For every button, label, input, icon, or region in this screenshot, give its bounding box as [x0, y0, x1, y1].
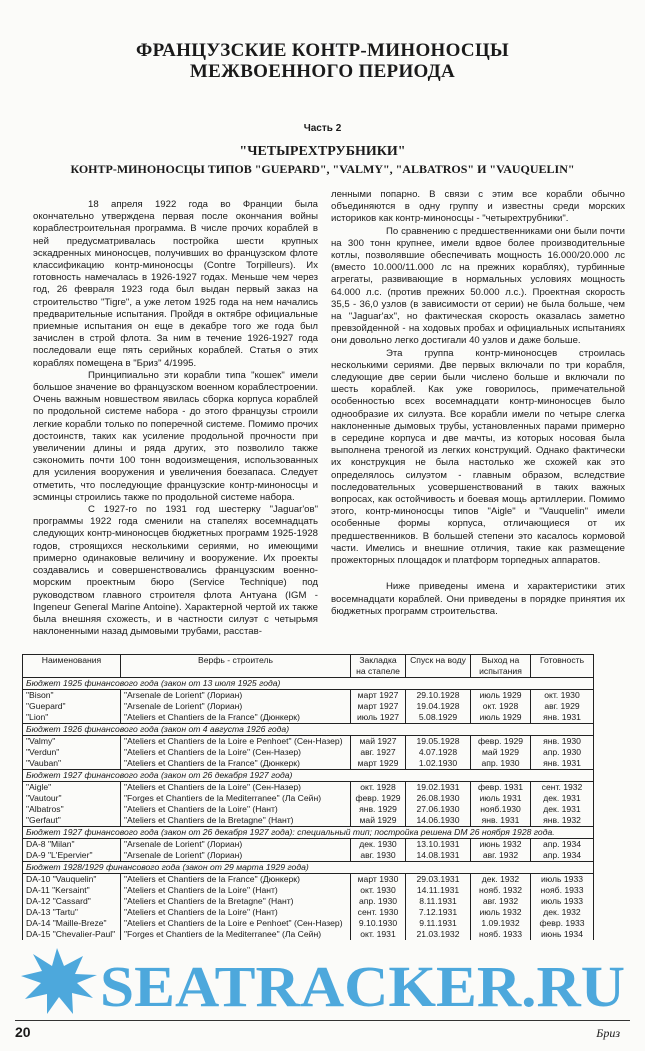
seatracker-watermark [15, 946, 630, 1016]
completed: июль 1933 [531, 874, 594, 886]
launched: 9.11.1931 [406, 918, 471, 929]
table-body [23, 678, 594, 941]
header-trials: Выход на испытания [471, 655, 531, 678]
laid-down: окт. 1930 [351, 885, 406, 896]
article-title [15, 40, 630, 82]
launched: 29.03.1931 [406, 874, 471, 886]
trials: нояб. 1932 [471, 885, 531, 896]
completed: нояб. 1933 [531, 885, 594, 896]
trials: май 1929 [471, 747, 531, 758]
paragraph: Принципиально эти корабли типа "кошек" имели большое значение во французском военном кораблестроении. Очень важным новшеством явилась сборка корпуса кораблей по продольной системе набора - до этого французы строили легкие корабли только по поперечной системе. Помимо прочих достоинств, таких как усиление продольной прочности при увеличении длины и ряда других, это позволило также сэкономить почти 100 тонн водоизмещения, использованных для усиления вооружения и увеличения боезапаса. Следует отметить, что последующие французские контр-миноносцы и эсминцы строились также по продольной системе набора. [33, 369, 318, 503]
table-row [23, 782, 594, 794]
paragraph: 18 апреля 1922 года во Франции была окончательно утверждена первая после окончания войны кораблестроительная программа. В числе прочих кораблей в ней предусматривалась постройка шести крупных эскадренных миноносцев, получивших во французском флоте классификацию контр-миноносцы (Contre Torpilleurs). Их готовность намечалась в 1926-1927 годах. Меньше чем через год, 26 февраля 1923 года был выдан первый заказ на строительство "Tigre", а уже летом 1925 года на нем начались предварительные испытания. Пройдя в октябре официальные приемные испытания он еще в декабре того же года был зачислен в строй флота. За ним в течение 1926-1927 года последовали еще пять серийных кораблей. Статья о этих кораблях помещена в "Бриз" 4/1995. [33, 199, 318, 369]
page-number: 20 [15, 1024, 31, 1041]
header-name: Наименования [23, 655, 121, 678]
ship-name: "Valmy" [23, 736, 121, 748]
laid-down: 9.10.1930 [351, 918, 406, 929]
laid-down: авг. 1927 [351, 747, 406, 758]
budget-group-row [23, 827, 594, 839]
shipyard: "Ateliers et Chantiers de la France" (Дюнкерк) [121, 874, 351, 886]
trials: авг. 1932 [471, 896, 531, 907]
budget-group-row [23, 678, 594, 690]
ship-name: "Gerfaut" [23, 815, 121, 827]
budget-group-title: Бюджет 1925 финансового года (закон от 13 июля 1925 года) [23, 678, 594, 690]
completed: янв. 1930 [531, 736, 594, 748]
table-row [23, 815, 594, 827]
laid-down: март 1929 [351, 758, 406, 770]
laid-down: окт. 1928 [351, 782, 406, 794]
trials: нояб.1930 [471, 804, 531, 815]
table-row [23, 896, 594, 907]
budget-group-title: Бюджет 1927 финансового года (закон от 26 декабря 1927 года) [23, 770, 594, 782]
launched: 19.02.1931 [406, 782, 471, 794]
completed: апр. 1934 [531, 839, 594, 851]
ship-name: DA-15 "Chevalier-Paul" [23, 929, 121, 940]
shipyard: "Ateliers et Chantiers de la Loire e Penhoet" (Сен-Назер) [121, 918, 351, 929]
trials: авг. 1932 [471, 850, 531, 862]
shipyard: "Ateliers et Chantiers de la France" (Дюнкерк) [121, 758, 351, 770]
part-label: Часть 2 [303, 123, 342, 134]
right-text-column [331, 189, 625, 638]
trials: дек. 1932 [471, 874, 531, 886]
left-text-column [33, 189, 318, 638]
shipyard: "Ateliers et Chantiers de la Loire" (Нант) [121, 907, 351, 918]
ship-name: "Lion" [23, 712, 121, 724]
launched: 5.08.1929 [406, 712, 471, 724]
subtitle: "ЧЕТЫРЕХТРУБНИКИ" [239, 144, 406, 159]
ship-name: DA-11 "Kersaint" [23, 885, 121, 896]
magazine-name: Бриз [596, 1026, 620, 1041]
shipyard: "Ateliers et Chantiers de la Bretagne" (Нант) [121, 815, 351, 827]
trials: июль 1929 [471, 690, 531, 702]
budget-group-title: Бюджет 1927 финансового года (закон от 26 декабря 1927 года): специальный тип; постройка решена DM 26 ноября 1928 года. [23, 827, 594, 839]
launched: 19.04.1928 [406, 701, 471, 712]
ship-name: DA-12 "Cassard" [23, 896, 121, 907]
completed: окт. 1930 [531, 690, 594, 702]
launched: 14.08.1931 [406, 850, 471, 862]
shipyard: "Forges et Chantiers de la Mediterranee" (Ла Сейн) [121, 929, 351, 940]
trials: нояб. 1933 [471, 929, 531, 940]
launched: 8.11.1931 [406, 896, 471, 907]
ships-table [22, 654, 594, 940]
launched: 26.08.1930 [406, 793, 471, 804]
trials: июль 1929 [471, 712, 531, 724]
table-row [23, 701, 594, 712]
launched: 4.07.1928 [406, 747, 471, 758]
trials: 1.09.1932 [471, 918, 531, 929]
launched: 19.05.1928 [406, 736, 471, 748]
ship-name: "Aigle" [23, 782, 121, 794]
trials: июнь 1932 [471, 839, 531, 851]
budget-group-title: Бюджет 1926 финансового года (закон от 4 августа 1926 года) [23, 724, 594, 736]
shipyard: "Ateliers et Chantiers de la France" (Дюнкерк) [121, 712, 351, 724]
header-shipyard: Верфь - строитель [121, 655, 351, 678]
table-row [23, 929, 594, 940]
completed: дек. 1931 [531, 804, 594, 815]
budget-group-row [23, 862, 594, 874]
launched: 7.12.1931 [406, 907, 471, 918]
laid-down: окт. 1931 [351, 929, 406, 940]
laid-down: март 1927 [351, 690, 406, 702]
shipyard: "Arsenale de Lorient" (Лориан) [121, 839, 351, 851]
ship-name: DA-13 "Tartu" [23, 907, 121, 918]
ship-name: DA-14 "Maille-Breze" [23, 918, 121, 929]
title-line-2: МЕЖВОЕННОГО ПЕРИОДА [189, 61, 456, 82]
laid-down: март 1930 [351, 874, 406, 886]
completed: апр. 1934 [531, 850, 594, 862]
shipyard: "Ateliers et Chantiers de la Loire" (Сен-Назер) [121, 747, 351, 758]
subtitle-types: КОНТР-МИНОНОСЦЫ ТИПОВ "GUEPARD", "VALMY", "ALBATROS" И "VAUQUELIN" [70, 162, 575, 176]
table-row [23, 839, 594, 851]
footer-rule [15, 1020, 630, 1021]
table-row [23, 736, 594, 748]
laid-down: янв. 1929 [351, 804, 406, 815]
table-row [23, 907, 594, 918]
table-row [23, 885, 594, 896]
launched: 14.11.1931 [406, 885, 471, 896]
completed: июнь 1934 [531, 929, 594, 940]
trials: июль 1931 [471, 793, 531, 804]
ship-name: "Guepard" [23, 701, 121, 712]
completed: февр. 1933 [531, 918, 594, 929]
budget-group-title: Бюджет 1928/1929 финансового года (закон от 29 марта 1929 года) [23, 862, 594, 874]
laid-down: сент. 1930 [351, 907, 406, 918]
trials: окт. 1928 [471, 701, 531, 712]
text-columns [15, 189, 630, 638]
trials: февр. 1931 [471, 782, 531, 794]
laid-down: дек. 1930 [351, 839, 406, 851]
launched: 14.06.1930 [406, 815, 471, 827]
laid-down: март 1927 [351, 701, 406, 712]
table-row [23, 712, 594, 724]
title-line-1: ФРАНЦУЗСКИЕ КОНТР-МИНОНОСЦЫ [136, 40, 509, 61]
budget-group-row [23, 724, 594, 736]
shipyard: "Ateliers et Chantiers de la Loire" (Нант) [121, 885, 351, 896]
ship-name: DA-10 "Vauquelin" [23, 874, 121, 886]
laid-down: май 1929 [351, 815, 406, 827]
ship-name: "Albatros" [23, 804, 121, 815]
laid-down: май 1927 [351, 736, 406, 748]
completed: янв. 1931 [531, 712, 594, 724]
completed: сент. 1932 [531, 782, 594, 794]
table-row [23, 918, 594, 929]
paragraph: С 1927-го по 1931 год шестерку "Jaguar'ов" программы 1922 года сменили на стапелях восемнадцать следующих контр-миноносцев бюджетных программ 1925-1928 годов, строящихся несколькими сериями, но имеющими примерно одинаковые величину и вооружение. Их проекты создавались и совершенствовались французским военно-морским проектным бюро (Service Technique) под руководством главного строителя флота Антуана (IGM - Ingeneur General Marine Antoine). Характерной чертой их также была внешняя схожесть, и в частности силуэт с четырьмя наклоненными назад дымовыми трубами, расстав- [33, 504, 318, 638]
ship-name: "Bison" [23, 690, 121, 702]
shipyard: "Forges et Chantiers de la Mediterranee" (Ла Сейн) [121, 793, 351, 804]
shipyard: "Ateliers et Chantiers de la Bretagne" (Нант) [121, 896, 351, 907]
completed: авг. 1929 [531, 701, 594, 712]
shipyard: "Arsenale de Lorient" (Лориан) [121, 690, 351, 702]
table-row [23, 690, 594, 702]
paragraph: ленными попарно. В связи с этим все корабли обычно объединяются в одну группу и известны среди морских историков как контр-миноносцы - "четырехтрубники". [331, 189, 625, 225]
paragraph: Ниже приведены имена и характеристики этих восемнадцати кораблей. Они приведены в порядке принятия их бюджетных программ строительства. [331, 581, 625, 617]
shipyard: "Ateliers et Chantiers de la Loire e Penhoet" (Сен-Назер) [121, 736, 351, 748]
launched: 13.10.1931 [406, 839, 471, 851]
laid-down: февр. 1929 [351, 793, 406, 804]
launched: 29.10.1928 [406, 690, 471, 702]
shipyard: "Arsenale de Lorient" (Лориан) [121, 850, 351, 862]
header-completed: Готовность [531, 655, 594, 678]
table-row [23, 804, 594, 815]
table-row [23, 874, 594, 886]
table-row [23, 758, 594, 770]
table-row [23, 747, 594, 758]
shipyard: "Arsenale de Lorient" (Лориан) [121, 701, 351, 712]
starburst-icon [21, 948, 97, 1014]
ship-name: "Verdun" [23, 747, 121, 758]
completed: дек. 1931 [531, 793, 594, 804]
page-footer [15, 1024, 630, 1041]
table-header-row [23, 655, 594, 678]
header-laid-down: Закладка на стапеле [351, 655, 406, 678]
budget-group-row [23, 770, 594, 782]
table-row [23, 793, 594, 804]
laid-down: июль 1927 [351, 712, 406, 724]
ship-name: DA-8 "Milan" [23, 839, 121, 851]
completed: янв. 1931 [531, 758, 594, 770]
completed: дек. 1932 [531, 907, 594, 918]
shipyard: "Ateliers et Chantiers de la Loire" (Сен-Назер) [121, 782, 351, 794]
launched: 1.02.1930 [406, 758, 471, 770]
header-launched: Спуск на воду [406, 655, 471, 678]
ship-name: DA-9 "L'Epervier" [23, 850, 121, 862]
trials: янв. 1931 [471, 815, 531, 827]
trials: февр. 1929 [471, 736, 531, 748]
shipyard: "Ateliers et Chantiers de la Loire" (Нант) [121, 804, 351, 815]
completed: апр. 1930 [531, 747, 594, 758]
trials: июль 1932 [471, 907, 531, 918]
completed: янв. 1932 [531, 815, 594, 827]
launched: 21.03.1932 [406, 929, 471, 940]
paragraph: Эта группа контр-миноносцев строилась несколькими сериями. Две первых включали по три корабля, следующие две серии были числено больше и включали по шесть кораблей. Как уже говорилось, примечательной особенностью всех восемнадцати контр-миноносцев было однообразие их силуэта. Все корабли имели по четыре слегка наклоненные дымовых трубы, установленных парами примерно в середине корпуса и две мачты, из которых носовая была выполнена треногой из легких конструкций. Однако фактически их конструкция не была настолько же схожей как это определялось силуэтом - главным образом, вследствие последовательных усовершенствований в таких важных вопросах, как остойчивость и боевая мощь артиллерии. Помимо этого, контр-миноносцы типов "Aigle" и "Vauquelin" имели особенные формы корпуса, отличающиеся от их предшественников. В большей степени это касалось кормовой части. Имелись и внешние отличия, такие как размещение прожекторных площадок и платформ торпедных аппаратов. [331, 347, 625, 567]
paragraph: По сравнению с предшественниками они были почти на 300 тонн крупнее, имели вдвое более производительные котлы, позволявшие обеспечивать мощность 16.000/20.000 лс (вместо 10.000/11.000 лс на прежних кораблях), турбинные агрегаты, развивающие в нормальных условиях мощность 64.000 л.с. (против прежних 50.000 л.с.). Проектная скорость 35,5 - 36,0 узлов (в зависимости от серии) не была больше, чем на "Jaguar'ах", но фактическая скорость оказалась заметно превзойденной - на ходовых пробах и официальных испытаниях они довольно легко достигали 40 узлов и даже больше. [331, 225, 625, 347]
laid-down: авг. 1930 [351, 850, 406, 862]
laid-down: апр. 1930 [351, 896, 406, 907]
ship-name: "Vautour" [23, 793, 121, 804]
watermark-text: SEATRACKER.RU [100, 954, 625, 1017]
table-row [23, 850, 594, 862]
completed: июль 1933 [531, 896, 594, 907]
launched: 27.06.1930 [406, 804, 471, 815]
ship-name: "Vauban" [23, 758, 121, 770]
trials: апр. 1930 [471, 758, 531, 770]
